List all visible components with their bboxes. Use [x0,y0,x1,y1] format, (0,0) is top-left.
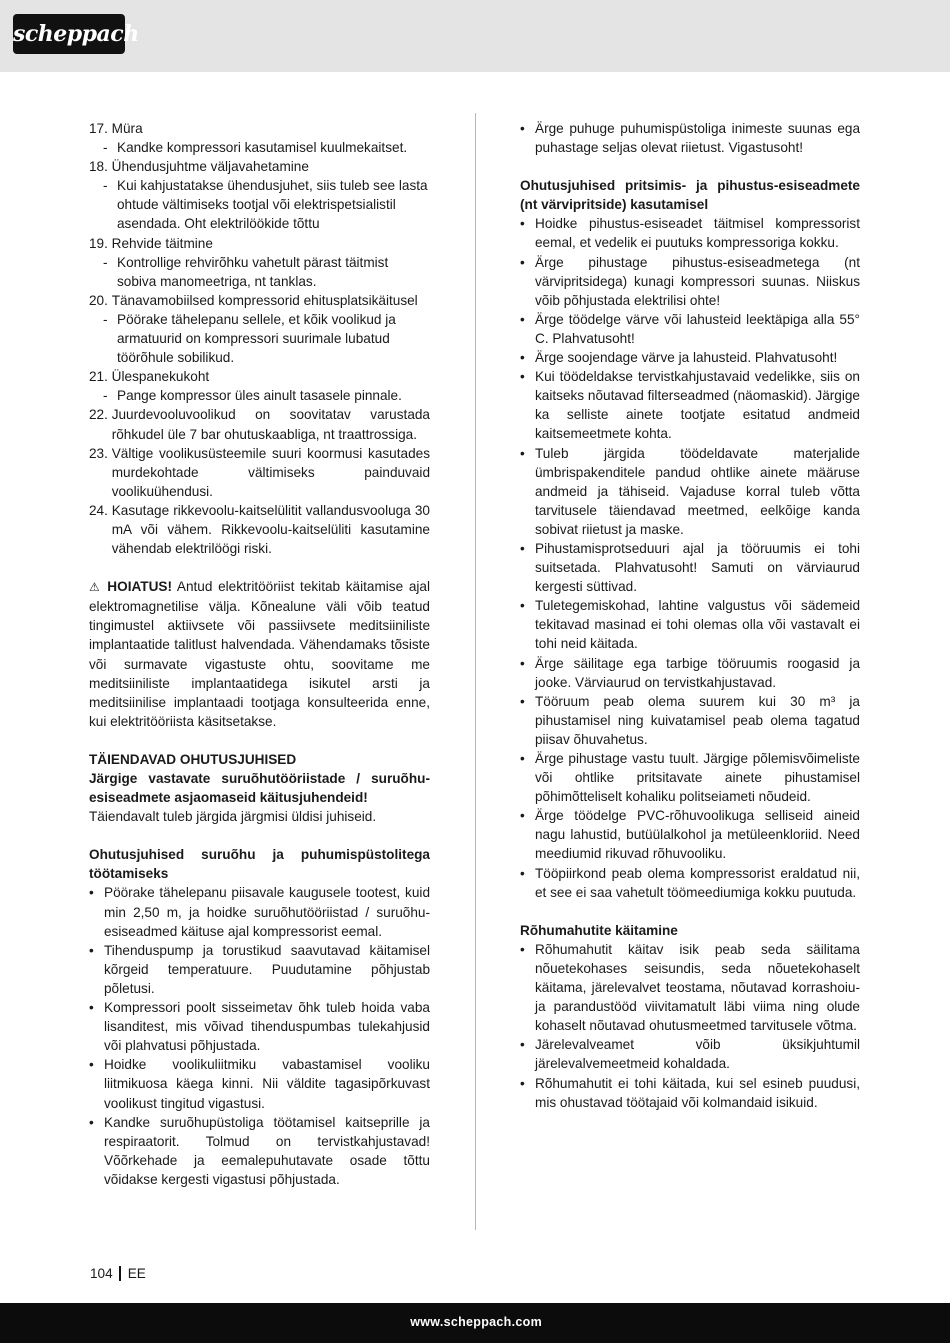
extra-safety-text: Täiendavalt tuleb järgida järgmisi üldisi juhiseid. [89,809,377,825]
list-item-text: Ärge säilitage ega tarbige tööruumis roogasid ja jooke. Värviaurud on tervistkahjustavad. [535,655,860,690]
list-item-text: Tuletegemiskohad, lahtine valgustus või sädemeid tekitavad masinad ei tohi olemas olla või vastavalt ei tohi neid käitada. [535,598,860,652]
list-item-text: Pihustamisprotseduuri ajal ja tööruumis ei tohi suitsetada. Plahvatusoht! Samuti on värviaurud kergesti süttivad. [535,540,860,595]
warning-label: HOIATUS! [107,579,172,595]
list-item [520,1074,860,1112]
list-item [89,941,430,998]
list-item [520,348,860,367]
bullet-icon: • [520,808,525,824]
item-19-title: 19. Rehvide täitmine [89,235,213,251]
item-17-title: 17. Müra [89,121,143,136]
bullet-icon: • [89,942,94,958]
bullet-icon: • [520,693,525,709]
bullet-icon: • [520,1075,525,1091]
list-item [89,1055,430,1112]
list-item [520,940,860,1035]
bullet-icon: • [520,254,525,270]
bullet-icon: • [520,369,525,385]
item-20-detail: - Pöörake tähelepanu sellele, et kõik voolikud ja armatuurid on kompressori suurimale lubatud töörõhule sobilikud. [103,311,396,366]
bullet-icon: • [89,1000,94,1016]
bullet-icon: • [520,865,525,881]
list-item-text: Tööruum peab olema suurem kui 30 m³ ja pihustamisel ning kuivatamisel peab olema tagatud piisav õhuvahetus. [535,693,860,747]
bullet-icon: • [520,121,525,136]
list-item-text: Kui töödeldakse tervistkahjustavaid vedelikke, siis on kaitseks nõutavad filterseadmed (näomaskid). Järgige ka selliste ainete tootjate esitatud andmeid kaitsemeetmete kohta. [535,369,860,442]
list-item [89,883,430,940]
spray-heading: Ohutusjuhised pritsimis- ja pihustus-esiseadmete (nt värvipritside) kasutamisel [520,178,860,213]
item-18-detail: - Kui kahjustatakse ühendusjuhet, siis tuleb see lasta ohtude vältimiseks tootjal või elektrispetsialistil asendada. Oht elektrilöökide tõttu [103,178,428,232]
scheppach-logo: scheppach [13,14,125,54]
left-column [89,119,430,1189]
list-item [520,367,860,443]
item-24: 24. Kasutage rikkevoolu-kaitselülitit vallandusvooluga 30 mA või vähem. Rikkevoolu-kaitselüliti kasutamine vähendab elektrilöögi riski. [89,502,430,557]
list-item [520,864,860,902]
list-item-text: Ärge töödelge värve või lahusteid leektäpiga alla 55° C. Plahvatusoht! [535,311,860,346]
list-item-text: Ärge töödelge PVC-rõhuvoolikuga selliseid aineid nagu lahustid, butüülalkohol ja metüleenkloriid. Need meediumid rikuvad rõhuvooliku. [535,808,860,862]
warning-triangle-icon: ⚠ [89,580,102,595]
warning-text: Antud elektritööriist tekitab käitamise ajal elektromagnetilise välja. Kõnealune väli võib teatud tingimustel aktiivsete või passiivsete meditsiiniliste implantaatide talitlust halvendada. Vähendamaks tõsiste või surmavate vigastuste ohtu, soovitame me meditsiiniliste implantaatidega isikutel arsti ja meditsiinilise implantaadi tootjaga konsulteerida enne, kui elektritööriista käsitsetakse. [89,579,430,729]
website-link[interactable]: www.scheppach.com [410,1315,542,1329]
extra-safety-heading: TÄIENDAVAD OHUTUSJUHISED [89,751,297,767]
bullet-icon: • [520,350,525,366]
bullet-icon: • [520,445,525,461]
bullet-icon: • [89,1114,94,1130]
list-item-text: Ärge pihustage pihustus-esiseadmetega (nt värvipritsidega) kunagi kompressori suunas. Niiskus võib põhjustada elektrilisi ohte! [535,254,860,308]
bullet-icon: • [520,941,525,957]
list-item [520,310,860,348]
list-item [520,654,860,692]
bullet-icon: • [520,311,525,327]
list-item-text: Rõhumahutit käitav isik peab seda säilitama nõuetekohases seisundis, seda nõuetekohaselt käitama, järelevalvet teostama, nõutavad korrashoiu- ja parandustööd viivitamatult läbi viima ning olude kohaselt nõutavad ohutusmeetmed tarvitusele võtma. [535,941,860,1034]
blowgun-list [520,119,860,157]
item-18-title: 18. Ühendusjuhtme väljavahetamine [89,159,309,175]
bullet-icon: • [89,885,94,901]
page-footer [90,1266,146,1281]
list-item-text: Hoidke voolikuliitmiku vabastamisel vooliku liitmikuosa käega kinni. Nii väldite tagasipõrkuvast voolikust tingitud vigastusi. [104,1057,430,1111]
list-item-text: Ärge pihustage vastu tuult. Järgige põlemisvõimeliste või ohtlike pritsitavate ainete pihustamisel põhimõtteliselt kohaliku politseiameti nõudeid. [535,751,860,805]
bullet-icon: • [520,216,525,232]
list-item-text: Ärge soojendage värve ja lahusteid. Plahvatusoht! [535,350,838,366]
bottom-bar [0,1303,950,1343]
item-17-detail: - Kandke kompressori kasutamisel kuulmekaitset. [103,140,408,156]
footer-separator [119,1266,121,1281]
list-item-text: Ärge puhuge puhumispüstoliga inimeste suunas ega puhastage seljas olevat riietust. Vigastusoht! [535,121,860,156]
item-22: 22. Juurdevooluvoolikud on soovitatav varustada rõhkudel üle 7 bar ohutuskaabliga, nt traattrossiga. [89,407,430,442]
warning-paragraph [89,577,430,731]
pressure-vessel-heading: Rõhumahutite käitamine [520,922,678,938]
list-item [520,214,860,252]
item-21-title: 21. Ülespanekukoht [89,369,210,385]
list-item-text: Järelevalveamet võib üksikjuhtumil järelevalvemeetmeid kohaldada. [535,1037,860,1072]
bullet-icon: • [520,598,525,614]
list-item-text: Hoidke pihustus-esiseadet täitmisel kompressorist eemal, et vedelik ei puutuks kompressoriga kokku. [535,216,860,251]
list-item-text: Tööpiirkond peab olema kompressorist eraldatud nii, et see ei saa vahetult töömeediumiga kokku puutuda. [535,865,860,900]
list-item [520,119,860,157]
list-item [520,596,860,653]
list-item-text: Kompressori poolt sisseimetav õhk tuleb hoida vaba lisanditest, mis võivad tihenduspumbas tulekahjusid või plahvatusi põhjustada. [104,1000,430,1054]
bullet-icon: • [89,1057,94,1073]
list-item [520,692,860,749]
page-number: 104 [90,1266,113,1281]
list-item [89,1113,430,1189]
spray-list [520,214,860,901]
pressure-vessel-list [520,940,860,1112]
right-column [520,119,860,1112]
item-21-detail: - Pange kompressor üles ainult tasasele pinnale. [103,388,402,404]
list-item-text: Kandke suruõhupüstoliga töötamisel kaitseprille ja respiraatorit. Tolmud on tervistkahjustavad! Võõrkehade ja eemalepuhutavate osade tõttu võidakse kergesti vigastusi põhjustada. [104,1114,430,1187]
bullet-icon: • [520,1037,525,1053]
item-23: 23. Vältige voolikusüsteemile suuri koormusi kasutades murdekohtade vältimiseks painduvaid voolikuühendusi. [89,445,430,499]
list-item [520,539,860,596]
list-item-text: Pöörake tähelepanu piisavale kaugusele tootest, kuid min 2,50 m, ja hoidke suruõhutööriistad / suruõhu-esiseadmed käituse ajal kompressorist eemal. [104,885,430,939]
bullet-icon: • [520,751,525,766]
list-item [520,806,860,863]
list-item-text: Tihenduspump ja torustikud saavutavad käitamisel kõrgeid temperatuure. Puudutamine põhjustab põletusi. [104,942,430,996]
bullet-icon: • [520,655,525,671]
item-19-detail: - Kontrollige rehvirõhku vahetult pärast täitmist sobiva manomeetriga, nt tanklas. [103,254,389,289]
list-item [520,1035,860,1073]
list-item-text: Tuleb järgida töödeldavate materjalide ümbrispakenditele pandud ohtlike ainete määruse andmeid ja tähiseid. Vajaduse korral tuleb võtta tarvitusele täiendavad meetmed, eelkõige kanda sobivat riietust ja maske. [535,445,860,537]
page-header [0,0,950,72]
list-item-text: Rõhumahutit ei tohi käitada, kui sel esineb puudusi, mis ohustavad töötajaid või kolmandaid isikuid. [535,1075,860,1110]
column-divider [475,113,476,1230]
language-code: EE [127,1266,146,1281]
air-tools-heading: Ohutusjuhised suruõhu ja puhumispüstolitega töötamiseks [89,847,430,882]
air-tools-list [89,883,430,1189]
list-item [520,253,860,310]
bullet-icon: • [520,540,525,556]
list-item [520,749,860,806]
list-item [520,444,860,539]
extra-safety-bold: Järgige vastavate suruõhutööriistade / suruõhu-esiseadmete asjaomaseid käitusjuhendeid! [89,771,430,806]
item-20-title: 20. Tänavamobiilsed kompressorid ehitusplatsikäitusel [89,292,418,308]
list-item [89,998,430,1055]
